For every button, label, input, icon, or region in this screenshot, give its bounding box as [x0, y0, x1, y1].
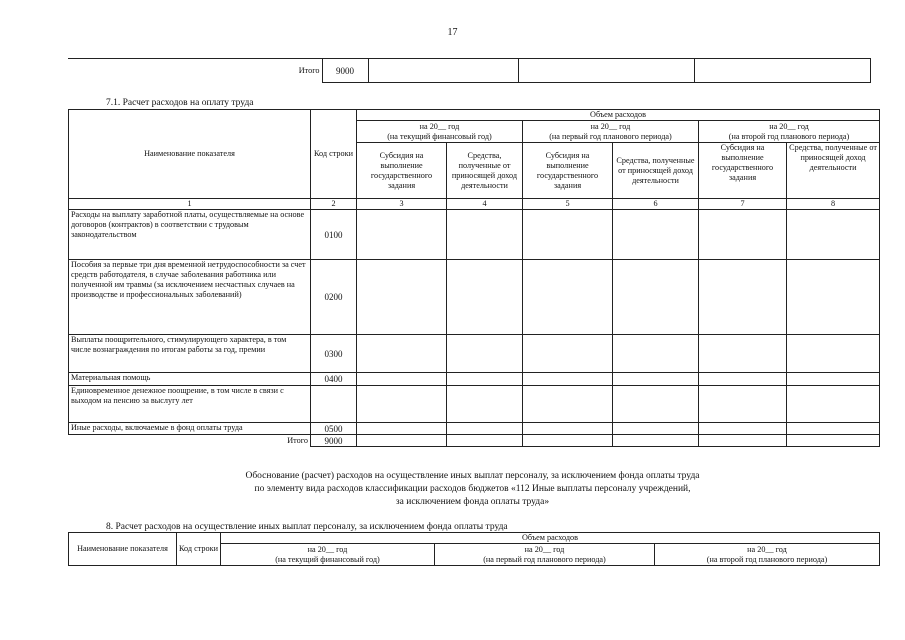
- value-cell: [787, 373, 880, 386]
- section-8-title: 8. Расчет расходов на осуществление иных выплат персоналу, за исключением фонда оплаты труда: [106, 522, 508, 532]
- value-cell: [357, 210, 447, 260]
- top-total-code: 9000: [322, 59, 368, 83]
- value-cell: [787, 386, 880, 423]
- header-period-second-plan: [699, 121, 880, 143]
- column-number: 1: [69, 199, 311, 210]
- period-sub: (на текущий финансовый год): [387, 131, 492, 141]
- value-cell: [613, 373, 699, 386]
- value-cell: [523, 260, 613, 335]
- column-number: 5: [523, 199, 613, 210]
- header-subsidy: Субсидия на выполнение государственного задания: [357, 143, 447, 199]
- value-cell: [787, 260, 880, 335]
- period-year: на 20__ год: [419, 121, 460, 131]
- top-total-cell: [694, 59, 870, 83]
- header-income: Средства, полученные от приносящей доход деятельности: [447, 143, 523, 199]
- value-cell: [447, 335, 523, 373]
- column-number: 6: [613, 199, 699, 210]
- row-name: Расходы на выплату заработной платы, осуществляемые на основе договоров (контрактов) в соответствии с трудовым законодательством: [69, 210, 311, 260]
- page-number: 17: [447, 27, 458, 38]
- value-cell: [523, 386, 613, 423]
- period-year: на 20__ год: [747, 544, 787, 554]
- value-cell: [613, 423, 699, 435]
- row-code: 0100: [311, 210, 357, 260]
- header-subsidy: Субсидия на выполнение государственного задания: [523, 143, 613, 199]
- justification-line: Обоснование (расчет) расходов на осуществление иных выплат персоналу, за исключением фонда оплаты труда: [245, 471, 700, 481]
- header-indicator: Наименование показателя: [69, 110, 311, 199]
- period-year: на 20__ год: [524, 544, 565, 554]
- s8-header-volume: Объем расходов: [221, 533, 880, 544]
- value-cell: [357, 386, 447, 423]
- value-cell: [699, 335, 787, 373]
- value-cell: [523, 435, 613, 447]
- period-sub: (на второй год планового периода): [706, 554, 828, 564]
- top-total-table: [68, 58, 871, 83]
- column-number: 2: [311, 199, 357, 210]
- value-cell: [699, 210, 787, 260]
- total-row: [69, 435, 880, 447]
- row-name: Материальная помощь: [69, 373, 311, 386]
- period-year: на 20__ год: [590, 121, 631, 131]
- value-cell: [613, 210, 699, 260]
- value-cell: [523, 423, 613, 435]
- s8-period-current: [221, 544, 435, 566]
- justification-line: за исключением фонда оплаты труда»: [395, 497, 550, 507]
- table-row: [69, 210, 880, 260]
- row-code: 0300: [311, 335, 357, 373]
- value-cell: [787, 210, 880, 260]
- row-code: 0200: [311, 260, 357, 335]
- value-cell: [447, 423, 523, 435]
- value-cell: [447, 386, 523, 423]
- table-row: [69, 373, 880, 386]
- value-cell: [447, 373, 523, 386]
- table-row: [69, 423, 880, 435]
- value-cell: [787, 435, 880, 447]
- value-cell: [699, 386, 787, 423]
- s8-header-indicator: Наименование показателя: [69, 533, 177, 566]
- s8-period-first-plan: [435, 544, 655, 566]
- row-name: Единовременное денежное поощрение, в том числе в связи с выходом на пенсию за выслугу лет: [69, 386, 311, 423]
- row-code: 0400: [311, 373, 357, 386]
- other-payments-table: [68, 532, 880, 566]
- row-name: Выплаты поощрительного, стимулирующего характера, в том числе вознаграждения по итогам работы за год, премии: [69, 335, 311, 373]
- value-cell: [787, 423, 880, 435]
- header-period-current: [357, 121, 523, 143]
- column-number: 3: [357, 199, 447, 210]
- table-row: [69, 335, 880, 373]
- s8-header-code: Код строки: [177, 533, 221, 566]
- value-cell: [357, 335, 447, 373]
- section-71-title: 7.1. Расчет расходов на оплату труда: [106, 98, 254, 108]
- value-cell: [699, 373, 787, 386]
- value-cell: [699, 260, 787, 335]
- column-number: 7: [699, 199, 787, 210]
- value-cell: [613, 386, 699, 423]
- row-code: [311, 386, 357, 423]
- value-cell: [447, 435, 523, 447]
- row-name: Пособия за первые три дня временной нетрудоспособности за счет средств работодателя, в случае заболевания работника или полученной им травмы (за исключением несчастных случаев на производстве и профессиональных заболеваний): [69, 260, 311, 335]
- header-income: Средства, полученные от приносящей доход деятельности: [613, 143, 699, 199]
- value-cell: [699, 435, 787, 447]
- header-period-first-plan: [523, 121, 699, 143]
- total-label: Итого: [69, 435, 311, 447]
- period-year: на 20__ год: [307, 544, 348, 554]
- value-cell: [357, 435, 447, 447]
- value-cell: [447, 210, 523, 260]
- header-volume: Объем расходов: [357, 110, 880, 121]
- row-code: 0500: [311, 423, 357, 435]
- table-row: [69, 260, 880, 335]
- value-cell: [447, 260, 523, 335]
- value-cell: [613, 435, 699, 447]
- labor-costs-table: [68, 109, 880, 447]
- header-income: Средства, полученные от приносящей доход деятельности: [787, 143, 880, 199]
- justification-heading: [100, 470, 845, 509]
- header-code: Код строки: [311, 110, 357, 199]
- row-name: Иные расходы, включаемые в фонд оплаты труда: [69, 423, 311, 435]
- period-sub: (на первый год планового периода): [483, 554, 606, 564]
- period-sub: (на текущий финансовый год): [275, 554, 380, 564]
- table-row: [69, 386, 880, 423]
- value-cell: [523, 373, 613, 386]
- value-cell: [523, 335, 613, 373]
- value-cell: [699, 423, 787, 435]
- value-cell: [523, 210, 613, 260]
- top-total-cell: [518, 59, 694, 83]
- column-number: 4: [447, 199, 523, 210]
- value-cell: [357, 373, 447, 386]
- justification-line: по элементу вида расходов классификации расходов бюджетов «112 Иные выплаты персоналу учреждений,: [254, 484, 691, 494]
- value-cell: [787, 335, 880, 373]
- value-cell: [357, 423, 447, 435]
- header-subsidy: Субсидия на выполнение государственного задания: [699, 143, 787, 199]
- top-total-cell: [368, 59, 518, 83]
- period-year: на 20__ год: [769, 121, 809, 131]
- period-sub: (на первый год планового периода): [549, 131, 672, 141]
- period-sub: (на второй год планового периода): [728, 131, 850, 141]
- value-cell: [357, 260, 447, 335]
- total-code: 9000: [311, 435, 357, 447]
- value-cell: [613, 335, 699, 373]
- s8-period-second-plan: [655, 544, 880, 566]
- top-total-label: Итого: [68, 59, 322, 83]
- value-cell: [613, 260, 699, 335]
- column-number: 8: [787, 199, 880, 210]
